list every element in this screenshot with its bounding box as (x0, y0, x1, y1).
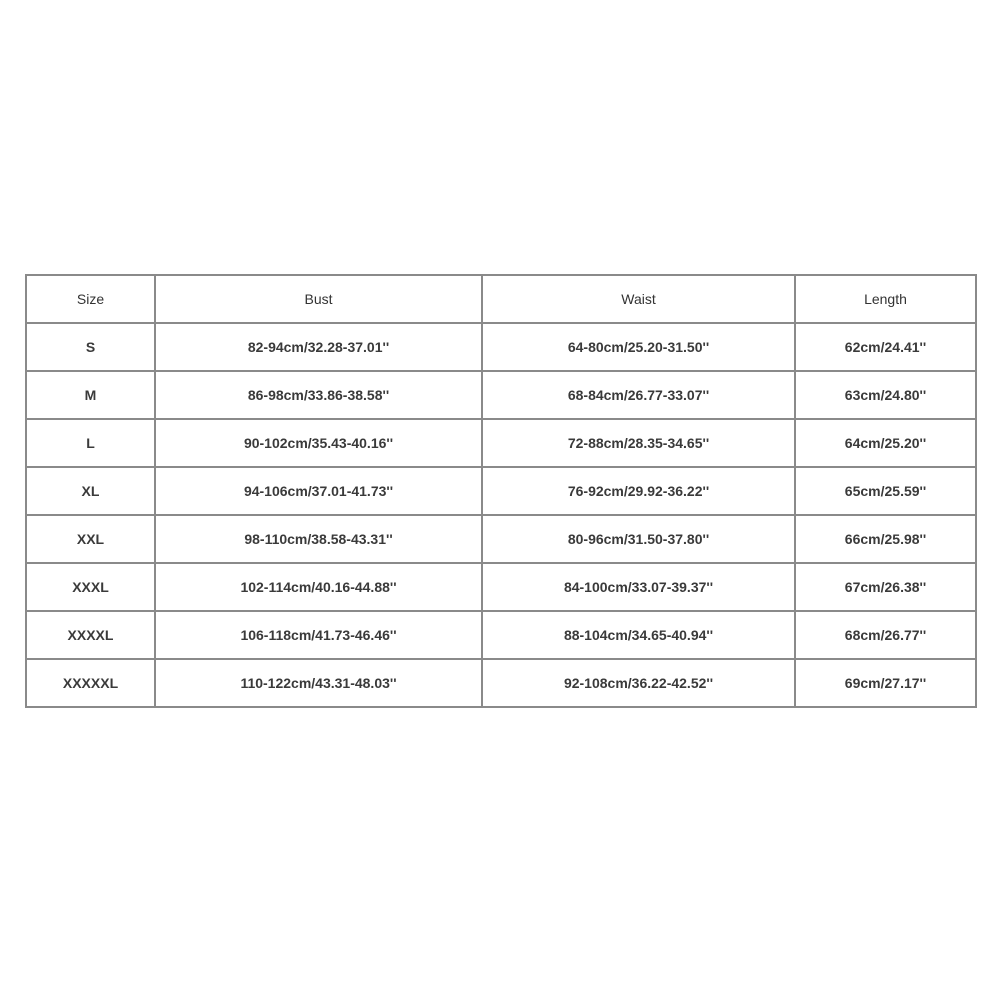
cell-bust: 94-106cm/37.01-41.73'' (155, 467, 482, 515)
header-waist: Waist (482, 275, 795, 323)
size-chart-table (25, 274, 977, 708)
cell-size: L (26, 419, 155, 467)
cell-bust: 86-98cm/33.86-38.58'' (155, 371, 482, 419)
table-row (26, 323, 976, 371)
cell-size: XXL (26, 515, 155, 563)
header-length: Length (795, 275, 976, 323)
cell-size: XXXXXL (26, 659, 155, 707)
cell-bust: 98-110cm/38.58-43.31'' (155, 515, 482, 563)
table-row (26, 659, 976, 707)
cell-waist: 64-80cm/25.20-31.50'' (482, 323, 795, 371)
table-row (26, 371, 976, 419)
cell-bust: 106-118cm/41.73-46.46'' (155, 611, 482, 659)
cell-size: M (26, 371, 155, 419)
table-row (26, 467, 976, 515)
cell-waist: 92-108cm/36.22-42.52'' (482, 659, 795, 707)
cell-bust: 102-114cm/40.16-44.88'' (155, 563, 482, 611)
cell-size: XXXXL (26, 611, 155, 659)
cell-waist: 84-100cm/33.07-39.37'' (482, 563, 795, 611)
table-header-row (26, 275, 976, 323)
cell-waist: 76-92cm/29.92-36.22'' (482, 467, 795, 515)
table-row (26, 419, 976, 467)
cell-bust: 82-94cm/32.28-37.01'' (155, 323, 482, 371)
cell-length: 67cm/26.38'' (795, 563, 976, 611)
header-size: Size (26, 275, 155, 323)
table-row (26, 563, 976, 611)
cell-size: XXXL (26, 563, 155, 611)
cell-length: 62cm/24.41'' (795, 323, 976, 371)
table-row (26, 611, 976, 659)
cell-length: 68cm/26.77'' (795, 611, 976, 659)
table-row (26, 515, 976, 563)
cell-length: 69cm/27.17'' (795, 659, 976, 707)
cell-length: 66cm/25.98'' (795, 515, 976, 563)
cell-length: 64cm/25.20'' (795, 419, 976, 467)
cell-waist: 72-88cm/28.35-34.65'' (482, 419, 795, 467)
cell-bust: 110-122cm/43.31-48.03'' (155, 659, 482, 707)
cell-waist: 80-96cm/31.50-37.80'' (482, 515, 795, 563)
cell-size: XL (26, 467, 155, 515)
cell-waist: 68-84cm/26.77-33.07'' (482, 371, 795, 419)
cell-length: 65cm/25.59'' (795, 467, 976, 515)
cell-bust: 90-102cm/35.43-40.16'' (155, 419, 482, 467)
cell-length: 63cm/24.80'' (795, 371, 976, 419)
cell-waist: 88-104cm/34.65-40.94'' (482, 611, 795, 659)
header-bust: Bust (155, 275, 482, 323)
cell-size: S (26, 323, 155, 371)
